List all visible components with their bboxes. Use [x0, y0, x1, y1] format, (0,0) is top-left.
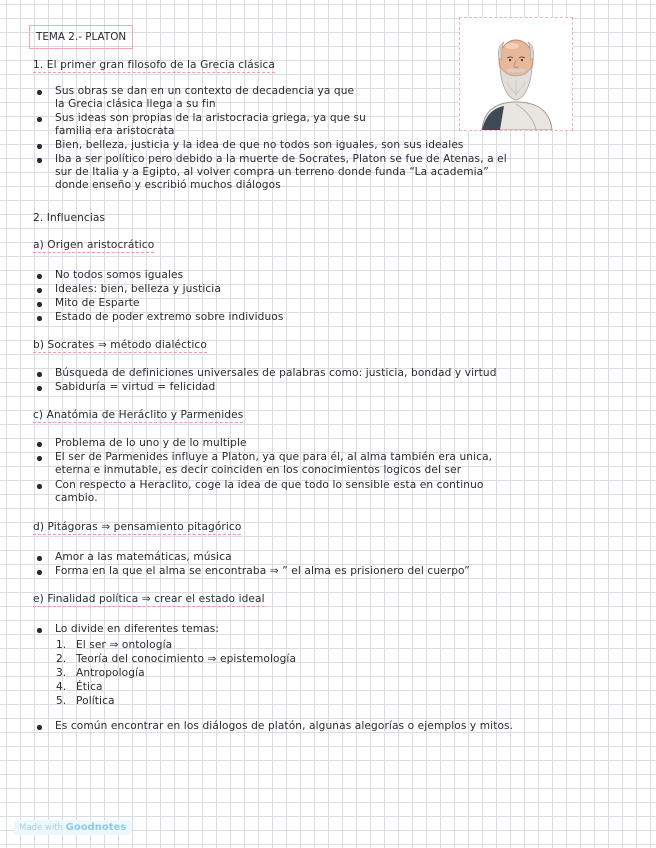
section-1-bullet-3: Bien, belleza, justicia y la idea de que no todos son iguales, son sus ideales	[55, 139, 464, 151]
numbered-item-marker: 2.	[56, 653, 67, 665]
subsection-c-bullet-2-line-2: eterna e inmutable, es decir coinciden en los conocimientos logicos del ser	[55, 464, 462, 476]
subsection-a-heading: a) Origen aristocrático	[33, 239, 155, 251]
subsection-d-heading: d) Pitágoras ⇒ pensamiento pitagórico	[33, 521, 242, 533]
bullet-dot	[37, 302, 42, 307]
subsection-e-heading: e) Finalidad política ⇒ crear el estado ideal	[33, 593, 265, 605]
numbered-item-text: Ética	[76, 681, 103, 693]
goodnotes-brand: Goodnotes	[65, 822, 127, 833]
made-with-label: Made with	[19, 823, 63, 833]
subsection-c-bullet-1: Problema de lo uno y de lo multiple	[55, 437, 247, 449]
bullet-dot	[37, 90, 42, 95]
subsection-b-bullet-2: Sabiduría = virtud = felicidad	[55, 381, 216, 393]
subsection-c-bullet-3-line-2: cambio.	[55, 492, 98, 504]
bullet-dot	[37, 484, 42, 489]
subsection-e-closing: Es común encontrar en los diálogos de platón, algunas alegorías o ejemplos y mitos.	[55, 720, 514, 732]
bullet-dot	[37, 628, 42, 633]
subsection-d-bullet-1: Amor a las matemáticas, música	[55, 551, 232, 563]
numbered-item-marker: 4.	[56, 681, 67, 693]
subsection-c-bullet-3-line-1: Con respecto a Heraclito, coge la idea de que todo lo sensible esta en continuo	[55, 479, 484, 491]
numbered-item-text: El ser ⇒ ontología	[76, 639, 173, 651]
numbered-item-marker: 5.	[56, 695, 67, 707]
numbered-item-text: Política	[76, 695, 115, 707]
section-1-bullet-1-line-2: la Grecia clásica llega a su fin	[55, 98, 216, 110]
socrates-portrait-icon	[459, 17, 573, 131]
subsection-c-bullet-2-line-1: El ser de Parmenides influye a Platon, ya que para él, al alma también era unica,	[55, 451, 493, 463]
bullet-dot	[37, 456, 42, 461]
bullet-dot	[37, 556, 42, 561]
numbered-item-text: Teoría del conocimiento ⇒ epistemología	[76, 653, 297, 665]
subsection-a-bullet-2: Ideales: bien, belleza y justicia	[55, 283, 221, 295]
bullet-dot	[37, 274, 42, 279]
subsection-c-heading: c) Anatómia de Heráclito y Parmenides	[33, 409, 244, 421]
subsection-a-bullet-3: Mito de Esparte	[55, 297, 140, 309]
section-1-bullet-4-line-1: Iba a ser político pero debido a la muerte de Socrates, Platon se fue de Atenas, a el	[55, 153, 507, 165]
subsection-a-bullet-1: No todos somos iguales	[55, 269, 184, 281]
section-1-bullet-2-line-2: familia era aristocrata	[55, 125, 175, 137]
subsection-d-bullet-2: Forma en la que el alma se encontraba ⇒ ” el alma es prisionero del cuerpo”	[55, 565, 470, 577]
subsection-a-bullet-4: Estado de poder extremo sobre individuos	[55, 311, 284, 323]
section-1-bullet-1-line-1: Sus obras se dan en un contexto de decadencia ya que	[55, 85, 355, 97]
bullet-dot	[37, 158, 42, 163]
bullet-dot	[37, 386, 42, 391]
section-1-bullet-4-line-3: donde enseño y escribió muchos diálogos	[55, 179, 281, 191]
section-1-bullet-4-line-2: sur de Italia y a Egipto, al volver compra un terreno donde funda “La academia”	[55, 166, 489, 178]
bullet-dot	[37, 442, 42, 447]
bullet-dot	[37, 316, 42, 321]
numbered-item-marker: 3.	[56, 667, 67, 679]
section-1-heading: 1. El primer gran filosofo de la Grecia clásica	[33, 59, 276, 71]
numbered-item-marker: 1.	[56, 639, 67, 651]
bullet-dot	[37, 372, 42, 377]
section-2-heading: 2. Influencias	[33, 212, 106, 224]
bullet-dot	[37, 144, 42, 149]
subsection-b-bullet-1: Búsqueda de definiciones universales de palabras como: justicia, bondad y virtud	[55, 367, 497, 379]
section-1-bullet-2-line-1: Sus ideas son propias de la aristocracia griega, ya que su	[55, 112, 366, 124]
bullet-dot	[37, 725, 42, 730]
numbered-item-text: Antropología	[76, 667, 145, 679]
goodnotes-watermark	[14, 820, 131, 835]
bullet-dot	[37, 570, 42, 575]
subsection-b-heading: b) Socrates ⇒ método dialéctico	[33, 339, 207, 351]
bullet-dot	[37, 288, 42, 293]
page-title: TEMA 2.- PLATON	[29, 25, 133, 49]
bullet-dot	[37, 117, 42, 122]
subsection-e-intro: Lo divide en diferentes temas:	[55, 623, 220, 635]
